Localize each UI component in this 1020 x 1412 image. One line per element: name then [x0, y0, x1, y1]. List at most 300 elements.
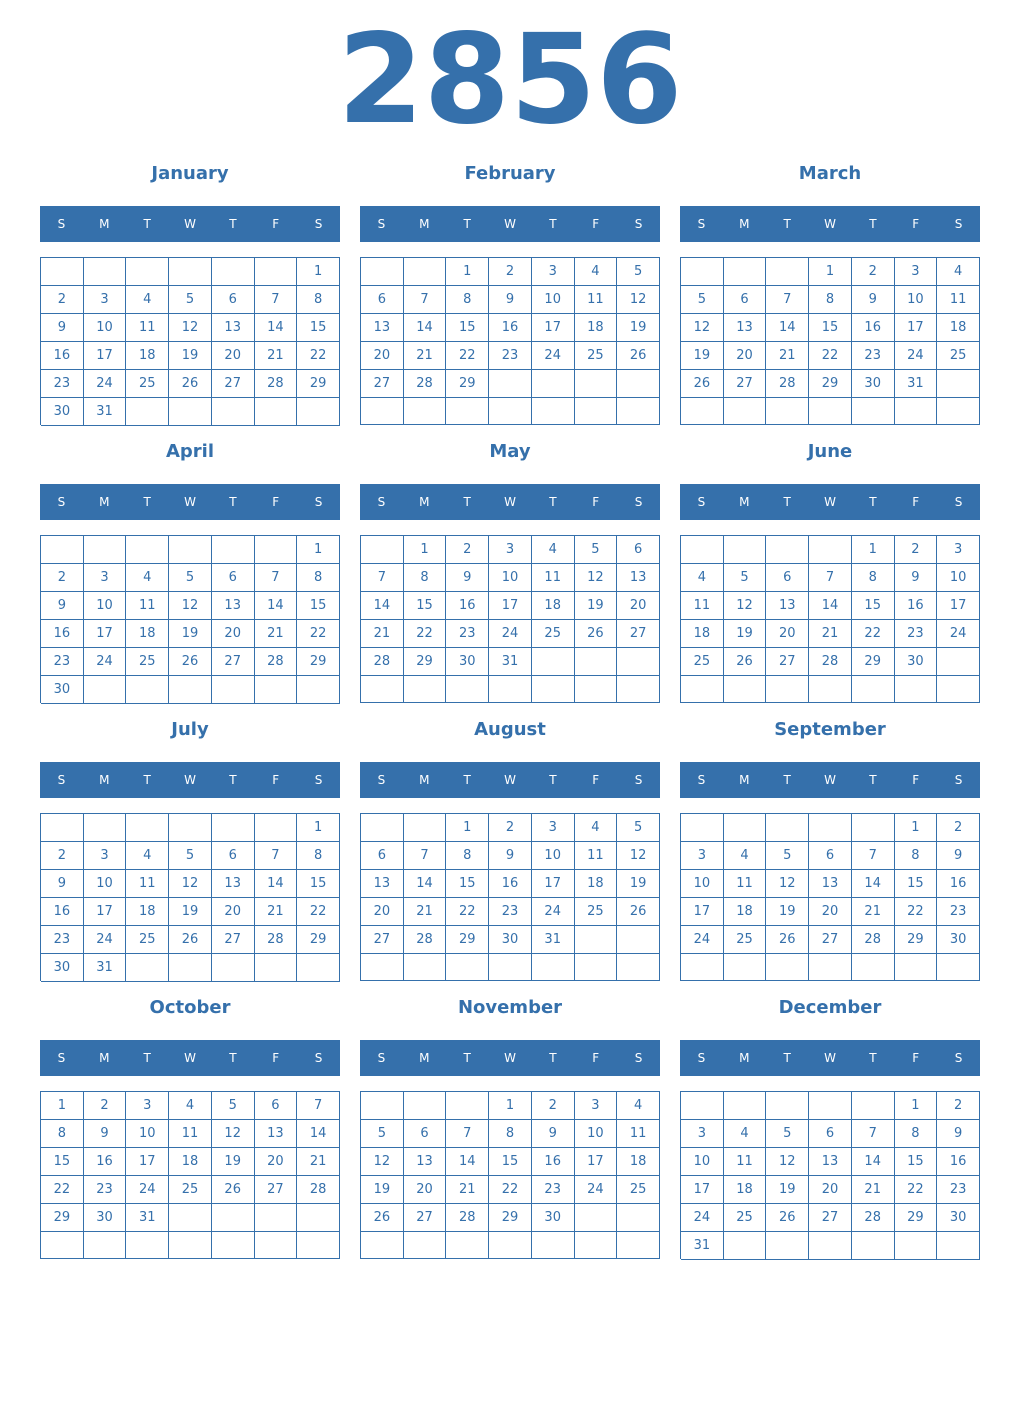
day-cell: 21 — [361, 620, 404, 648]
day-cell: 5 — [766, 842, 809, 870]
day-cell: 7 — [809, 564, 852, 592]
day-cell: 6 — [809, 1120, 852, 1148]
weekday-label: F — [592, 1051, 600, 1065]
day-cell: 19 — [169, 342, 212, 370]
day-cell: 12 — [617, 286, 660, 314]
day-cell: 25 — [937, 342, 980, 370]
day-cell: 25 — [724, 1204, 767, 1232]
day-cell: 8 — [809, 286, 852, 314]
empty-day-cell — [532, 954, 575, 981]
day-cell: 1 — [297, 536, 340, 564]
empty-day-cell — [212, 398, 255, 426]
day-cell: 27 — [361, 926, 404, 954]
empty-day-cell — [724, 536, 767, 564]
empty-day-cell — [255, 258, 298, 286]
weekday-label: W — [184, 495, 196, 509]
day-cell: 27 — [617, 620, 660, 648]
day-cell: 24 — [84, 370, 127, 398]
day-cell: 27 — [404, 1204, 447, 1232]
empty-day-cell — [297, 1204, 340, 1232]
day-cell: 6 — [361, 842, 404, 870]
empty-day-cell — [41, 536, 84, 564]
empty-day-cell — [575, 954, 618, 981]
day-cell: 20 — [809, 1176, 852, 1204]
day-cell: 20 — [724, 342, 767, 370]
day-cell: 30 — [41, 676, 84, 704]
day-cell: 20 — [809, 898, 852, 926]
weekday-label: T — [549, 495, 557, 509]
day-cell: 5 — [575, 536, 618, 564]
day-cell: 1 — [297, 814, 340, 842]
day-cell: 26 — [169, 926, 212, 954]
day-cell: 14 — [852, 870, 895, 898]
empty-day-cell — [852, 954, 895, 981]
month-january — [40, 159, 340, 419]
day-cell: 23 — [41, 648, 84, 676]
day-cell: 13 — [724, 314, 767, 342]
weekday-label: T — [463, 773, 471, 787]
empty-day-cell — [937, 676, 980, 703]
empty-day-cell — [724, 398, 767, 425]
day-cell: 27 — [361, 370, 404, 398]
empty-day-cell — [446, 676, 489, 703]
day-cell: 26 — [766, 926, 809, 954]
day-cell: 5 — [724, 564, 767, 592]
day-cell: 21 — [852, 898, 895, 926]
empty-day-cell — [361, 1092, 404, 1120]
day-cell: 24 — [84, 648, 127, 676]
empty-day-cell — [84, 536, 127, 564]
day-cell: 2 — [446, 536, 489, 564]
day-cell: 22 — [809, 342, 852, 370]
empty-day-cell — [852, 1092, 895, 1120]
day-cell: 20 — [766, 620, 809, 648]
month-name: July — [171, 719, 209, 740]
day-cell: 7 — [255, 842, 298, 870]
day-cell: 20 — [212, 620, 255, 648]
weekday-label: S — [57, 773, 66, 787]
day-grid — [680, 257, 980, 425]
weekday-label: S — [57, 217, 66, 231]
day-cell: 26 — [681, 370, 724, 398]
weekday-label: S — [314, 495, 323, 509]
day-cell: 15 — [852, 592, 895, 620]
weekday-label: W — [184, 217, 196, 231]
day-cell: 9 — [532, 1120, 575, 1148]
day-cell: 28 — [361, 648, 404, 676]
month-name: August — [474, 719, 546, 740]
day-cell: 26 — [169, 370, 212, 398]
day-cell: 19 — [766, 1176, 809, 1204]
empty-day-cell — [404, 1232, 447, 1259]
empty-day-cell — [169, 814, 212, 842]
day-cell: 29 — [446, 370, 489, 398]
day-cell: 4 — [724, 842, 767, 870]
day-cell: 6 — [766, 564, 809, 592]
day-cell: 11 — [126, 314, 169, 342]
weekday-label: M — [99, 217, 110, 231]
empty-day-cell — [575, 676, 618, 703]
day-cell: 28 — [852, 1204, 895, 1232]
day-cell: 23 — [895, 620, 938, 648]
day-cell: 25 — [575, 898, 618, 926]
day-cell: 10 — [84, 592, 127, 620]
day-cell: 25 — [617, 1176, 660, 1204]
day-cell: 17 — [489, 592, 532, 620]
day-cell: 5 — [617, 814, 660, 842]
day-cell: 3 — [84, 564, 127, 592]
empty-day-cell — [297, 676, 340, 704]
empty-day-cell — [766, 258, 809, 286]
empty-day-cell — [617, 648, 660, 676]
weekday-header — [40, 1040, 340, 1076]
weekday-label: M — [739, 1051, 750, 1065]
empty-day-cell — [809, 814, 852, 842]
day-cell: 11 — [126, 870, 169, 898]
day-cell: 14 — [446, 1148, 489, 1176]
day-cell: 3 — [681, 842, 724, 870]
empty-day-cell — [937, 1232, 980, 1260]
day-cell: 10 — [575, 1120, 618, 1148]
empty-day-cell — [212, 1204, 255, 1232]
day-cell: 19 — [169, 898, 212, 926]
day-cell: 29 — [297, 648, 340, 676]
weekday-label: S — [697, 1051, 706, 1065]
day-cell: 18 — [575, 314, 618, 342]
day-cell: 30 — [937, 926, 980, 954]
day-cell: 13 — [809, 1148, 852, 1176]
day-cell: 11 — [681, 592, 724, 620]
day-cell: 21 — [404, 342, 447, 370]
empty-day-cell — [617, 1204, 660, 1232]
day-cell: 13 — [766, 592, 809, 620]
weekday-label: W — [184, 773, 196, 787]
empty-day-cell — [489, 1232, 532, 1259]
empty-day-cell — [895, 1232, 938, 1260]
empty-day-cell — [212, 954, 255, 982]
weekday-label: F — [272, 773, 280, 787]
day-cell: 31 — [532, 926, 575, 954]
day-cell: 1 — [809, 258, 852, 286]
day-cell: 8 — [895, 842, 938, 870]
day-cell: 16 — [852, 314, 895, 342]
day-cell: 20 — [212, 342, 255, 370]
day-cell: 4 — [937, 258, 980, 286]
day-cell: 15 — [297, 870, 340, 898]
day-cell: 1 — [446, 814, 489, 842]
weekday-label: M — [739, 773, 750, 787]
day-cell: 19 — [212, 1148, 255, 1176]
day-cell: 15 — [446, 870, 489, 898]
day-cell: 21 — [766, 342, 809, 370]
weekday-header — [680, 206, 980, 242]
weekday-label: T — [869, 773, 877, 787]
day-cell: 18 — [532, 592, 575, 620]
empty-day-cell — [724, 1092, 767, 1120]
day-cell: 16 — [532, 1148, 575, 1176]
empty-day-cell — [766, 398, 809, 425]
day-cell: 17 — [681, 898, 724, 926]
day-cell: 27 — [212, 926, 255, 954]
empty-day-cell — [404, 1092, 447, 1120]
day-cell: 24 — [681, 926, 724, 954]
weekday-label: S — [377, 1051, 386, 1065]
day-cell: 23 — [489, 898, 532, 926]
empty-day-cell — [41, 814, 84, 842]
day-cell: 5 — [766, 1120, 809, 1148]
day-cell: 7 — [297, 1092, 340, 1120]
day-cell: 3 — [84, 842, 127, 870]
year-title: 2856 — [337, 8, 683, 152]
day-cell: 30 — [489, 926, 532, 954]
empty-day-cell — [126, 676, 169, 704]
weekday-label: F — [272, 495, 280, 509]
day-cell: 21 — [297, 1148, 340, 1176]
day-cell: 29 — [489, 1204, 532, 1232]
day-cell: 9 — [937, 842, 980, 870]
empty-day-cell — [681, 954, 724, 981]
day-cell: 10 — [937, 564, 980, 592]
day-cell: 18 — [937, 314, 980, 342]
empty-day-cell — [255, 1204, 298, 1232]
day-cell: 25 — [126, 648, 169, 676]
empty-day-cell — [681, 536, 724, 564]
empty-day-cell — [169, 536, 212, 564]
empty-day-cell — [895, 954, 938, 981]
weekday-label: F — [912, 773, 920, 787]
weekday-label: W — [824, 1051, 836, 1065]
empty-day-cell — [681, 676, 724, 703]
day-cell: 6 — [724, 286, 767, 314]
day-cell: 28 — [255, 926, 298, 954]
day-cell: 6 — [617, 536, 660, 564]
day-cell: 16 — [937, 1148, 980, 1176]
day-cell: 16 — [41, 898, 84, 926]
day-cell: 23 — [937, 898, 980, 926]
day-cell: 14 — [852, 1148, 895, 1176]
day-cell: 12 — [617, 842, 660, 870]
empty-day-cell — [212, 676, 255, 704]
day-cell: 2 — [41, 564, 84, 592]
day-cell: 23 — [937, 1176, 980, 1204]
empty-day-cell — [809, 398, 852, 425]
weekday-label: T — [869, 495, 877, 509]
day-cell: 2 — [41, 286, 84, 314]
weekday-label: S — [697, 773, 706, 787]
empty-day-cell — [681, 814, 724, 842]
day-cell: 6 — [212, 286, 255, 314]
weekday-header — [40, 484, 340, 520]
weekday-label: T — [783, 495, 791, 509]
month-june — [680, 437, 980, 669]
day-cell: 6 — [404, 1120, 447, 1148]
weekday-label: F — [912, 495, 920, 509]
day-cell: 2 — [84, 1092, 127, 1120]
weekday-label: S — [954, 217, 963, 231]
empty-day-cell — [361, 536, 404, 564]
empty-day-cell — [895, 398, 938, 425]
day-cell: 23 — [41, 370, 84, 398]
day-cell: 8 — [297, 564, 340, 592]
empty-day-cell — [724, 258, 767, 286]
empty-day-cell — [255, 398, 298, 426]
empty-day-cell — [41, 258, 84, 286]
day-cell: 10 — [895, 286, 938, 314]
empty-day-cell — [575, 370, 618, 398]
day-cell: 19 — [617, 314, 660, 342]
weekday-label: W — [504, 217, 516, 231]
month-may — [360, 437, 660, 669]
month-name: May — [489, 441, 531, 462]
day-cell: 14 — [766, 314, 809, 342]
day-cell: 9 — [937, 1120, 980, 1148]
weekday-label: S — [377, 495, 386, 509]
day-grid — [360, 813, 660, 981]
day-cell: 21 — [255, 342, 298, 370]
day-cell: 13 — [361, 870, 404, 898]
day-cell: 25 — [724, 926, 767, 954]
weekday-label: S — [954, 773, 963, 787]
weekday-header — [360, 1040, 660, 1076]
weekday-label: T — [143, 495, 151, 509]
weekday-label: T — [869, 217, 877, 231]
day-cell: 28 — [766, 370, 809, 398]
day-cell: 7 — [852, 842, 895, 870]
day-cell: 5 — [617, 258, 660, 286]
weekday-header — [360, 206, 660, 242]
weekday-label: W — [824, 217, 836, 231]
day-cell: 7 — [852, 1120, 895, 1148]
day-cell: 9 — [84, 1120, 127, 1148]
empty-day-cell — [361, 814, 404, 842]
day-cell: 12 — [766, 870, 809, 898]
month-name: September — [774, 719, 886, 740]
day-cell: 11 — [617, 1120, 660, 1148]
empty-day-cell — [532, 370, 575, 398]
day-cell: 16 — [489, 870, 532, 898]
day-grid — [40, 1091, 340, 1259]
day-cell: 31 — [895, 370, 938, 398]
day-cell: 1 — [489, 1092, 532, 1120]
day-cell: 14 — [297, 1120, 340, 1148]
empty-day-cell — [809, 954, 852, 981]
day-cell: 22 — [895, 898, 938, 926]
weekday-label: T — [463, 217, 471, 231]
empty-day-cell — [212, 814, 255, 842]
empty-day-cell — [446, 398, 489, 425]
month-october — [40, 993, 340, 1225]
weekday-label: S — [954, 495, 963, 509]
weekday-label: S — [314, 773, 323, 787]
day-cell: 20 — [361, 898, 404, 926]
empty-day-cell — [489, 370, 532, 398]
day-cell: 8 — [852, 564, 895, 592]
day-cell: 23 — [852, 342, 895, 370]
month-name: April — [165, 441, 215, 462]
weekday-label: T — [229, 773, 237, 787]
day-grid — [680, 1091, 980, 1259]
weekday-label: T — [549, 1051, 557, 1065]
empty-day-cell — [575, 398, 618, 425]
empty-day-cell — [809, 536, 852, 564]
empty-day-cell — [575, 926, 618, 954]
day-cell: 1 — [446, 258, 489, 286]
day-cell: 2 — [852, 258, 895, 286]
day-cell: 14 — [255, 592, 298, 620]
day-cell: 29 — [41, 1204, 84, 1232]
day-cell: 1 — [895, 814, 938, 842]
weekday-label: S — [954, 1051, 963, 1065]
day-cell: 24 — [84, 926, 127, 954]
day-cell: 21 — [255, 620, 298, 648]
weekday-label: M — [419, 1051, 430, 1065]
day-cell: 28 — [255, 370, 298, 398]
weekday-label: W — [184, 1051, 196, 1065]
day-cell: 21 — [404, 898, 447, 926]
empty-day-cell — [852, 1232, 895, 1260]
month-name: March — [798, 163, 862, 184]
day-cell: 22 — [297, 620, 340, 648]
empty-day-cell — [84, 1232, 127, 1259]
empty-day-cell — [724, 1232, 767, 1260]
day-cell: 3 — [84, 286, 127, 314]
empty-day-cell — [255, 814, 298, 842]
day-cell: 22 — [446, 342, 489, 370]
weekday-label: M — [419, 495, 430, 509]
day-cell: 28 — [852, 926, 895, 954]
day-cell: 25 — [681, 648, 724, 676]
empty-day-cell — [361, 1232, 404, 1259]
day-cell: 27 — [809, 926, 852, 954]
day-cell: 28 — [255, 648, 298, 676]
day-cell: 29 — [809, 370, 852, 398]
day-cell: 26 — [617, 898, 660, 926]
day-cell: 30 — [937, 1204, 980, 1232]
day-cell: 13 — [361, 314, 404, 342]
day-grid — [40, 535, 340, 703]
empty-day-cell — [766, 1092, 809, 1120]
day-cell: 3 — [681, 1120, 724, 1148]
empty-day-cell — [937, 398, 980, 425]
day-cell: 10 — [489, 564, 532, 592]
day-grid — [360, 1091, 660, 1259]
empty-day-cell — [446, 1232, 489, 1259]
day-cell: 17 — [126, 1148, 169, 1176]
day-cell: 30 — [41, 954, 84, 982]
weekday-label: W — [504, 1051, 516, 1065]
empty-day-cell — [724, 676, 767, 703]
empty-day-cell — [84, 676, 127, 704]
month-november — [360, 993, 660, 1225]
weekday-label: T — [143, 1051, 151, 1065]
day-cell: 13 — [212, 592, 255, 620]
day-cell: 22 — [297, 898, 340, 926]
empty-day-cell — [255, 676, 298, 704]
empty-day-cell — [809, 1092, 852, 1120]
day-cell: 21 — [809, 620, 852, 648]
empty-day-cell — [126, 536, 169, 564]
day-cell: 10 — [126, 1120, 169, 1148]
day-cell: 31 — [126, 1204, 169, 1232]
day-cell: 8 — [489, 1120, 532, 1148]
weekday-label: M — [99, 495, 110, 509]
day-cell: 26 — [361, 1204, 404, 1232]
day-cell: 10 — [84, 314, 127, 342]
day-cell: 31 — [84, 398, 127, 426]
day-grid — [680, 813, 980, 981]
weekday-label: T — [229, 495, 237, 509]
weekday-header — [40, 762, 340, 798]
